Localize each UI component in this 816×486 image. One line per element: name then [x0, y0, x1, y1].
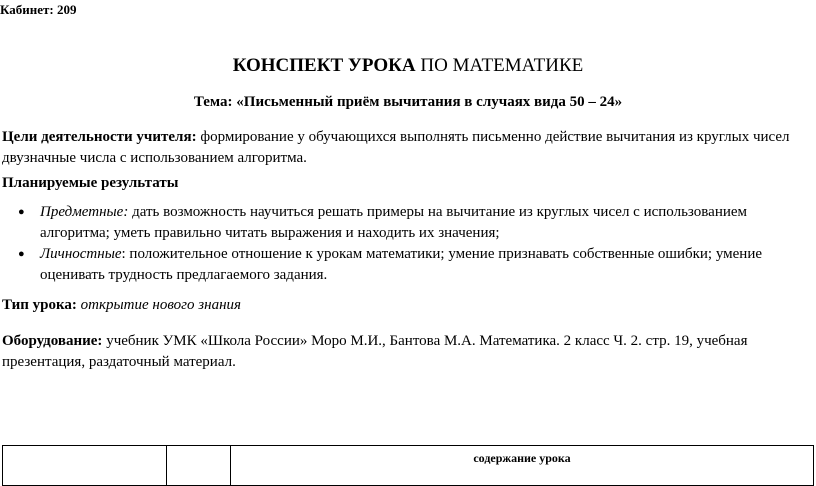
result-label: Предметные: [40, 204, 129, 220]
result-text: дать возможность научиться решать примеры на вычитание из круглых чисел с использованием алгоритма; уметь правильно читать выражения и находить их значения; [40, 204, 748, 241]
bullet-icon: ● [18, 248, 25, 260]
title-bold: КОНСПЕКТ УРОКА [232, 55, 416, 76]
goals-label: Цели деятельности учителя: [2, 129, 197, 145]
goals-text: формирование у обучающихся выполнять письменно действие вычитания из круглых чисел двузначные числа с использованием алгоритма. [2, 129, 790, 166]
table-cell [167, 446, 231, 486]
result-item-personal [0, 244, 800, 286]
table-header-content: содержание урока [231, 446, 814, 486]
lesson-type-value: открытие нового знания [80, 297, 241, 313]
table-cell [3, 446, 167, 486]
result-label: Личностные [40, 246, 122, 262]
result-text: : положительное отношение к урокам математики; умение признавать собственные ошибки; умение оценивать трудность предлагаемого задания. [40, 246, 763, 283]
page-title [0, 55, 816, 77]
teacher-goals [2, 127, 802, 169]
equipment-text: учебник УМК «Школа России» Моро М.И., Бантова М.А. Математика. 2 класс Ч. 2. стр. 19, учебная презентация, раздаточный материал. [2, 333, 748, 370]
results-list [0, 202, 800, 286]
lesson-topic: Тема: «Письменный приём вычитания в случаях вида 50 – 24» [193, 94, 623, 110]
lesson-content-table [2, 445, 814, 486]
title-rest: ПО МАТЕМАТИКЕ [415, 55, 584, 76]
equipment-label: Оборудование: [2, 333, 103, 349]
bullet-icon: ● [18, 206, 25, 218]
planned-results-heading: Планируемые результаты [2, 175, 179, 191]
lesson-type [2, 297, 241, 314]
cabinet-label: Кабинет: 209 [0, 2, 77, 17]
result-item-subject [0, 202, 800, 244]
table-row [3, 446, 814, 486]
equipment [2, 331, 807, 373]
lesson-type-label: Тип урока: [2, 297, 77, 313]
